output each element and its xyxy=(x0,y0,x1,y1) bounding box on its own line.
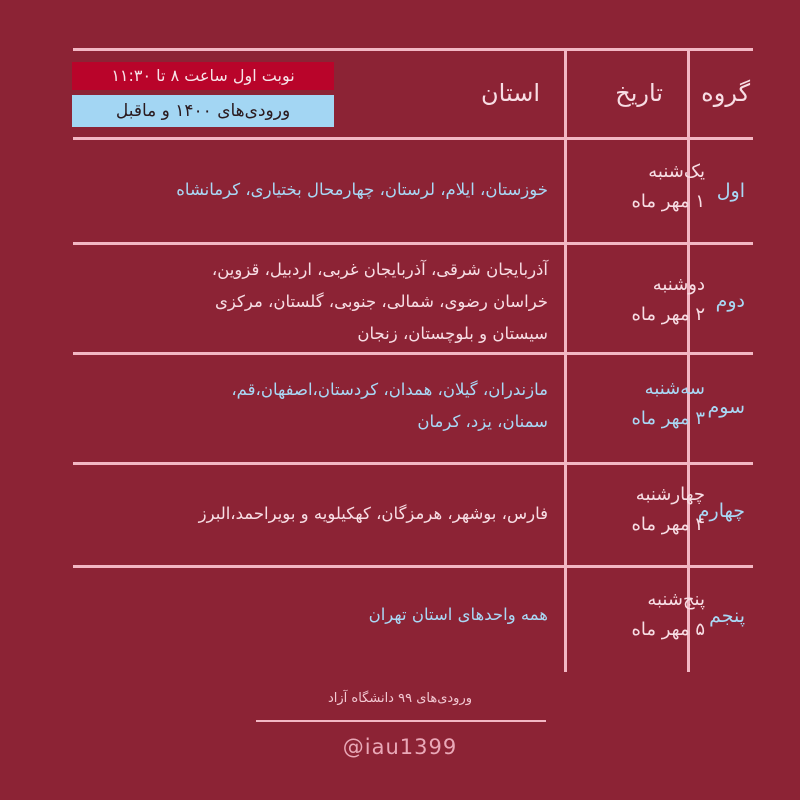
row-divider xyxy=(73,352,753,355)
row-provinces xyxy=(199,498,548,530)
row-provinces xyxy=(231,374,548,438)
row-day: دوشنبه xyxy=(652,274,705,295)
row-date xyxy=(631,157,705,217)
province-line: فارس، بوشهر، هرمزگان، کهکیلویه و بویراحمد،البرز xyxy=(198,504,548,523)
province-line: همه واحدهای استان تهران xyxy=(368,605,548,624)
row-group: دوم xyxy=(715,290,745,312)
column-divider xyxy=(687,50,690,672)
header-divider xyxy=(73,137,753,140)
row-divider xyxy=(73,565,753,568)
row-provinces xyxy=(176,174,548,206)
table-top-border xyxy=(73,48,753,51)
province-line: مازندران، گیلان، همدان، کردستان،اصفهان،قم، xyxy=(231,380,548,399)
row-group: سوم xyxy=(707,396,745,418)
row-divider xyxy=(73,242,753,245)
column-divider xyxy=(564,50,567,672)
row-date xyxy=(631,585,705,645)
footer-divider xyxy=(256,720,546,722)
row-date-text: ۱ مهر ماه xyxy=(631,191,705,212)
province-line: آذربایجان شرقی، آذربایجان غربی، اردبیل، قزوین، xyxy=(211,260,548,279)
row-date-text: ۴ مهر ماه xyxy=(631,514,705,535)
row-date-text: ۵ مهر ماه xyxy=(631,619,705,640)
row-date-text: ۳ مهر ماه xyxy=(631,408,705,429)
row-date xyxy=(631,270,705,330)
row-day: یک‌شنبه xyxy=(648,161,705,182)
social-handle: @iau1399 xyxy=(342,735,458,759)
header-date: تاریخ xyxy=(615,79,663,107)
province-line: خراسان رضوی، شمالی، جنوبی، گلستان، مرکزی xyxy=(215,292,548,311)
row-group: پنجم xyxy=(709,605,745,627)
row-group: چهارم xyxy=(697,500,745,522)
row-day: سه‌شنبه xyxy=(644,378,705,399)
row-date xyxy=(631,480,705,540)
row-day: چهارشنبه xyxy=(635,484,705,505)
row-day: پنج‌شنبه xyxy=(647,589,705,610)
row-group: اول xyxy=(716,180,745,202)
province-line: سمنان، یزد، کرمان xyxy=(417,412,548,431)
row-date xyxy=(631,374,705,434)
header-province: استان xyxy=(481,79,540,107)
row-divider xyxy=(73,462,753,465)
entry-badge: ورودی‌های ۱۴۰۰ و ماقبل xyxy=(72,95,334,127)
province-line: خوزستان، ایلام، لرستان، چهارمحال بختیاری، کرمانشاه xyxy=(176,180,548,199)
header-group: گروه xyxy=(701,79,750,107)
row-provinces xyxy=(369,599,548,631)
row-date-text: ۲ مهر ماه xyxy=(631,304,705,325)
turn-badge: نوبت اول ساعت ۸ تا ۱۱:۳۰ xyxy=(72,62,334,90)
province-line: سیستان و بلوچستان، زنجان xyxy=(357,324,548,343)
footer-note: ورودی‌های ۹۹ دانشگاه آزاد xyxy=(327,691,472,706)
row-provinces xyxy=(212,254,548,350)
